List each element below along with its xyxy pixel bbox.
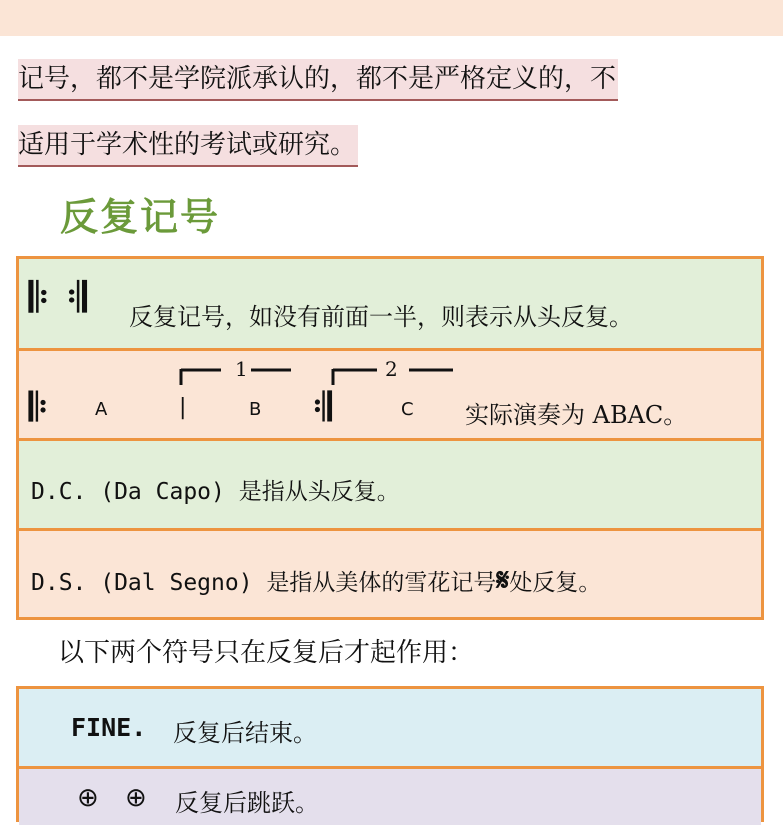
- segno-icon: 𝄋: [496, 563, 510, 598]
- coda-text: 反复后跳跃。: [175, 789, 319, 817]
- repeat-row-2-text: 实际演奏为 ABAC。: [465, 401, 688, 429]
- repeat-row-3: [19, 441, 761, 531]
- repeat-row-2: [19, 351, 761, 441]
- repeat-close-icon: 𝄇: [313, 385, 332, 429]
- dal-segno-text: [31, 563, 601, 598]
- section-heading: 反复记号: [60, 195, 221, 239]
- da-capo-text: D.C. (Da Capo) 是指从头反复。: [31, 479, 400, 505]
- intro-line-2: 适用于学术性的考试或研究。: [18, 125, 358, 167]
- intro-paragraph: [18, 46, 778, 178]
- intro-line-1: 记号，都不是学院派承认的，都不是严格定义的，不: [18, 59, 618, 101]
- post-repeat-row-2: [19, 769, 761, 825]
- subtext: 以下两个符号只在反复后才起作用：: [58, 638, 475, 668]
- dal-segno-text-after: 处反复。: [509, 570, 602, 596]
- post-repeat-row-1: [19, 689, 761, 769]
- dal-segno-text-before: D.S. (Dal Segno) 是指从美体的雪花记号: [31, 570, 497, 596]
- fine-label: FINE.: [71, 713, 147, 742]
- repeat-open-icon: 𝄆: [29, 275, 49, 321]
- repeat-signs-table: [16, 256, 764, 620]
- ending-1-number: 1: [235, 357, 248, 381]
- section-label-b: B: [249, 399, 262, 420]
- section-label-c: C: [401, 399, 414, 420]
- repeat-row-1: [19, 259, 761, 351]
- repeat-open-icon: 𝄆: [29, 385, 48, 429]
- section-label-a: A: [95, 399, 108, 420]
- repeat-row-1-text: 反复记号，如没有前面一半，则表示从头反复。: [129, 303, 633, 331]
- post-repeat-table: [16, 686, 764, 822]
- repeat-row-4: [19, 531, 761, 617]
- ending-2-number: 2: [385, 357, 398, 381]
- fine-text: 反复后结束。: [173, 719, 317, 747]
- top-band: [0, 0, 783, 36]
- repeat-close-icon: 𝄇: [67, 275, 87, 321]
- bar-line: |: [179, 395, 187, 420]
- coda-icon: ⊕: [77, 783, 99, 813]
- coda-icon: ⊕: [125, 783, 147, 813]
